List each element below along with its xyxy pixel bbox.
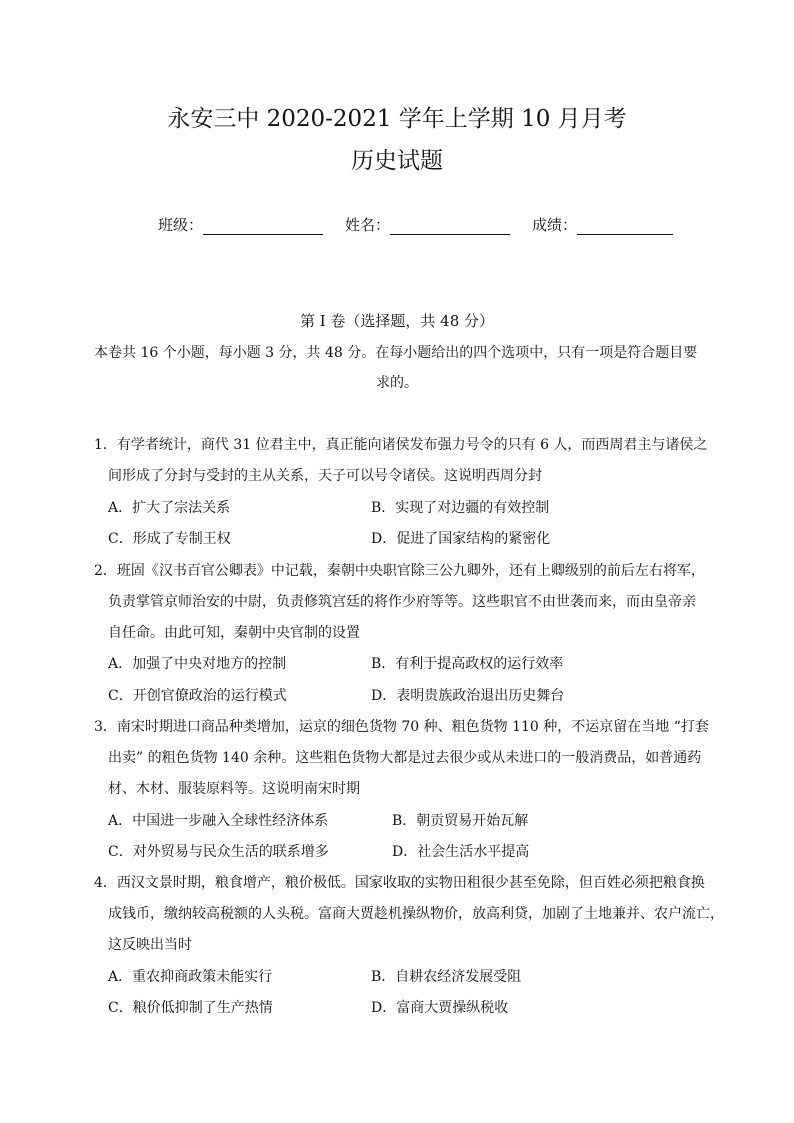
question-3-option-d[interactable]: D．社会生活水平提高 (392, 844, 530, 860)
question-3-option-b[interactable]: B．朝贡贸易开始瓦解 (392, 813, 529, 829)
question-2-stem-line-3: 自任命。由此可知，秦朝中央官制的设置 (108, 625, 360, 641)
question-4-option-a[interactable]: A．重农抑商政策未能实行 (108, 969, 273, 985)
instructions-line-2: 求的。 (376, 375, 418, 391)
question-2-option-d[interactable]: D．表明贵族政治退出历史舞台 (371, 688, 565, 704)
question-1-option-b[interactable]: B．实现了对边疆的有效控制 (371, 500, 550, 516)
question-4-stem-line-1: 4．西汉文景时期，粮食增产，粮价极低。国家收取的实物田租很少甚至免除，但百姓必须把粮食换 (94, 875, 705, 891)
question-4-option-c[interactable]: C．粮价低抑制了生产热情 (108, 1000, 273, 1016)
question-2-stem-line-1: 2．班固《汉书百官公卿表》中记载，秦朝中央职官除三公九卿外，还有上卿级别的前后左右将军， (94, 563, 705, 579)
question-3-option-a[interactable]: A．中国进一步融入全球性经济体系 (108, 813, 329, 829)
question-4-stem-line-3: 这反映出当时 (108, 937, 192, 953)
question-2-option-a[interactable]: A．加强了中央对地方的控制 (108, 656, 287, 672)
question-3-stem-line-1: 3．南宋时期进口商品种类增加，运京的细色货物 70 种、粗色货物 110 种，不运京留在当地 “打套 (94, 719, 709, 735)
question-1-stem-line-1: 1．有学者统计，商代 31 位君主中，真正能向诸侯发布强力号令的只有 6 人，而西周君主与诸侯之 (94, 437, 708, 453)
question-1-option-d[interactable]: D．促进了国家结构的紧密化 (371, 531, 551, 547)
score-field[interactable] (577, 218, 673, 235)
name-field[interactable] (390, 218, 510, 235)
exam-title: 永安三中 2020-2021 学年上学期 10 月月考 (167, 106, 627, 132)
question-1-stem-line-2: 间形成了分封与受封的主从关系，天子可以号令诸侯。这说明西周分封 (108, 468, 542, 484)
class-field[interactable] (203, 218, 323, 235)
question-4-stem-line-2: 成钱币，缴纳较高税额的人头税。富商大贾趁机操纵物价，放高利贷，加剧了土地兼并、农户流亡， (108, 906, 724, 922)
student-info-row (158, 214, 695, 235)
name-label: 姓名： (345, 216, 391, 234)
question-1-option-c[interactable]: C．形成了专制王权 (108, 531, 231, 547)
exam-subtitle: 历史试题 (351, 148, 443, 174)
instructions-line-1: 本卷共 16 个小题，每小题 3 分，共 48 分。在每小题给出的四个选项中，只有一项是符合题目要 (94, 345, 698, 361)
question-2-option-b[interactable]: B．有利于提高政权的运行效率 (371, 656, 564, 672)
question-4-option-b[interactable]: B．自耕农经济发展受阻 (371, 969, 522, 985)
question-2-stem-line-2: 负责掌管京师治安的中尉，负责修筑宫廷的将作少府等等。这些职官不由世袭而来，而由皇帝亲 (108, 594, 696, 610)
question-1-option-a[interactable]: A．扩大了宗法关系 (108, 500, 231, 516)
question-2-option-c[interactable]: C．开创官僚政治的运行模式 (108, 688, 287, 704)
question-4-option-d[interactable]: D．富商大贾操纵税收 (371, 1000, 509, 1016)
question-3-stem-line-3: 材、木材、服装原料等。这说明南宋时期 (108, 781, 360, 797)
question-3-stem-line-2: 出卖” 的粗色货物 140 余种。这些粗色货物大都是过去很少或从未进口的一般消费品，如普通药 (108, 750, 702, 766)
question-3-option-c[interactable]: C．对外贸易与民众生活的联系增多 (108, 844, 329, 860)
class-label: 班级： (158, 216, 204, 234)
section-heading: 第 I 卷（选择题，共 48 分） (299, 312, 495, 330)
score-label: 成绩： (532, 216, 578, 234)
